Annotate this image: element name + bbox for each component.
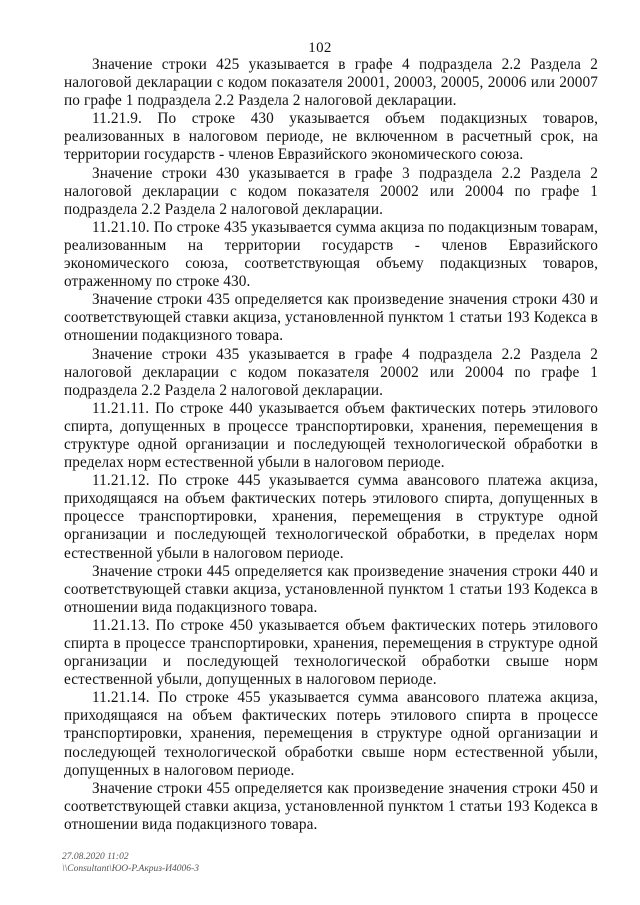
footer-date: 27.08.2020 11:02 (62, 852, 129, 862)
paragraph: Значение строки 425 указывается в графе 4 подраздела 2.2 Раздела 2 налоговой декларации с кодом показателя 20001, 20003, 20005, 20006 или 20007 по графе 1 подраздела 2.2 Раздела 2 налоговой декларации. (64, 56, 598, 110)
paragraph: 11.21.13. По строке 450 указывается объем фактических потерь этилового спирта в процессе транспортировки, хранения, перемещения в структуре одной организации и последующей технологической обработки свыше норм естественной убыли, допущенных в налоговом периоде. (64, 616, 598, 689)
paragraph: 11.21.14. По строке 455 указывается сумма авансового платежа акциза, приходящаяся на объем фактических потерь этилового спирта в процессе транспортировки, хранения, перемещения в структуре одной организации и последующей технологической обработки свыше норм естественной убыли, допущенных в налоговом периоде. (64, 689, 598, 779)
paragraph: 11.21.10. По строке 435 указывается сумма акциза по подакцизным товарам, реализованным на территории государств - членов Евразийского экономического союза, соответствующая объему подакцизных товаров, отраженному по строке 430. (64, 218, 598, 291)
paragraph: Значение строки 430 указывается в графе 3 подраздела 2.2 Раздела 2 налоговой декларации с кодом показателя 20002 или 20004 по графе 1 подраздела 2.2 Раздела 2 налоговой декларации. (64, 164, 598, 218)
paragraph: 11.21.9. По строке 430 указывается объем подакцизных товаров, реализованных в налоговом периоде, не включенном в расчетный срок, на территории государств - членов Евразийского экономического союза. (64, 110, 598, 164)
document-body (64, 56, 598, 834)
footer-doc-id: \\Consultant\ЮО-Р.Акриз-И4006-3 (62, 864, 199, 874)
footer-stamp (62, 851, 199, 875)
paragraph: 11.21.12. По строке 445 указывается сумма авансового платежа акциза, приходящаяся на объем фактических потерь этилового спирта, допущенных в процессе транспортировки, хранения, перемещения в структуре одной организации и последующей технологической обработки, в пределах норм естественной убыли в налоговом периоде. (64, 472, 598, 562)
paragraph: Значение строки 455 определяется как произведение значения строки 450 и соответствующей ставки акциза, установленной пунктом 1 статьи 193 Кодекса в отношении вида подакцизного товара. (64, 779, 598, 833)
paragraph: Значение строки 445 определяется как произведение значения строки 440 и соответствующей ставки акциза, установленной пунктом 1 статьи 193 Кодекса в отношении вида подакцизного товара. (64, 562, 598, 616)
paragraph: Значение строки 435 определяется как произведение значения строки 430 и соответствующей ставки акциза, установленной пунктом 1 статьи 193 Кодекса в отношении подакцизного товара. (64, 291, 598, 345)
page-number: 102 (308, 40, 332, 56)
paragraph: 11.21.11. По строке 440 указывается объем фактических потерь этилового спирта, допущенных в процессе транспортировки, хранения, перемещения в структуре одной организации и последующей технологической обработки в пределах норм естественной убыли в налоговом периоде. (64, 399, 598, 472)
paragraph: Значение строки 435 указывается в графе 4 подраздела 2.2 Раздела 2 налоговой декларации с кодом показателя 20002 или 20004 по графе 1 подраздела 2.2 Раздела 2 налоговой декларации. (64, 345, 598, 399)
